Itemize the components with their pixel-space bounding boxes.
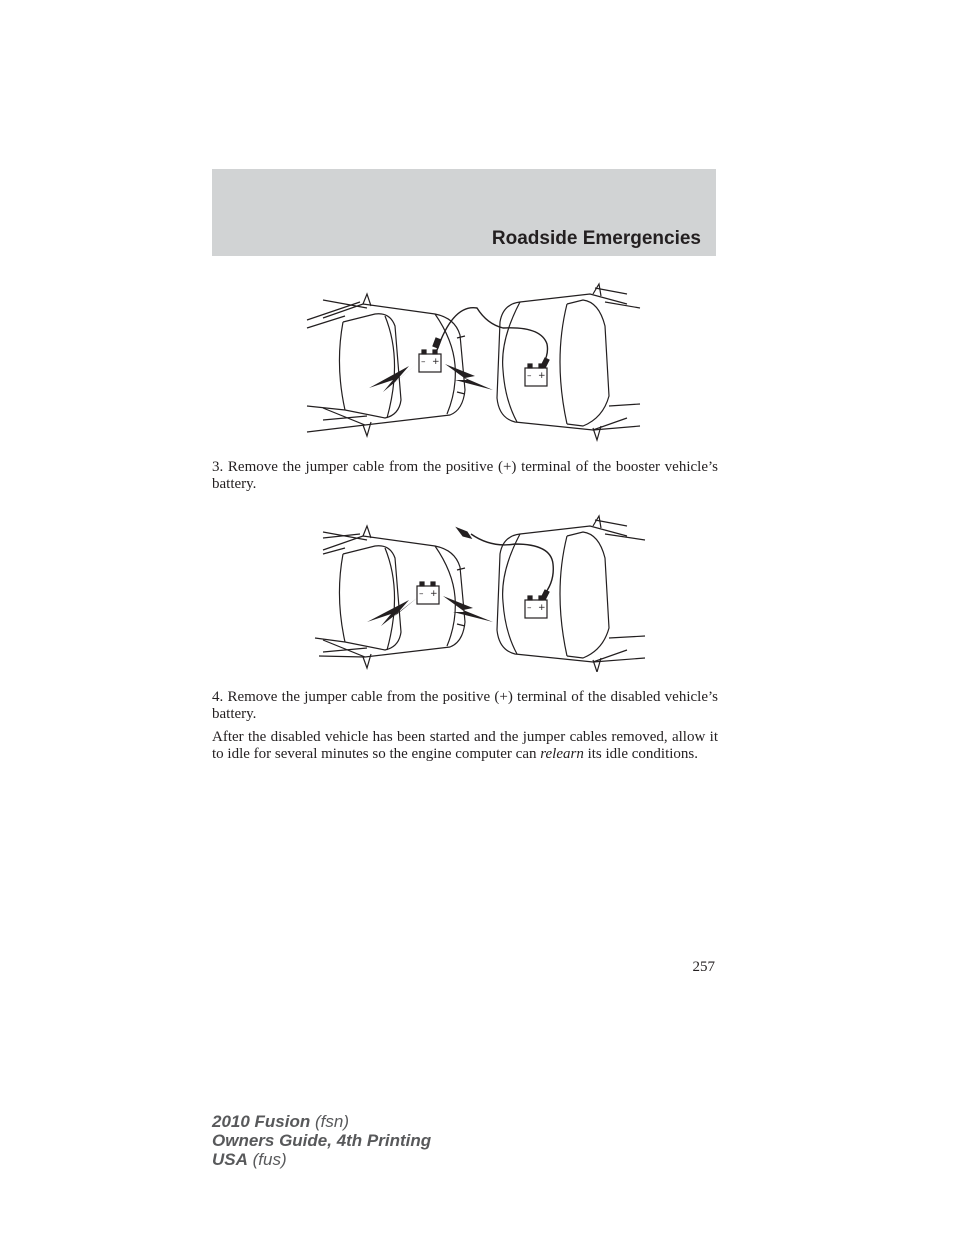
after-italic: relearn xyxy=(540,745,584,762)
jumper-cable xyxy=(433,308,549,368)
after-start-paragraph xyxy=(212,729,718,762)
booster-vehicle-front xyxy=(497,516,645,672)
lightning-bolt-icon xyxy=(369,364,493,392)
step-4: 4. Remove the jumper cable from the positive (+) terminal of the disabled vehicle’s battery. xyxy=(212,689,718,722)
footer-model-code: (fsn) xyxy=(310,1112,349,1131)
footer-line-1 xyxy=(212,1112,431,1131)
disabled-battery xyxy=(419,350,441,372)
battery-neg-label: – xyxy=(527,603,532,613)
disabled-battery xyxy=(417,582,439,604)
disabled-vehicle-front xyxy=(315,526,465,668)
footer-market: USA xyxy=(212,1150,248,1169)
page-number: 257 xyxy=(692,959,715,975)
footer xyxy=(212,1112,431,1169)
section-header xyxy=(212,169,716,256)
after-text-a: After the disabled vehicle has been started and the jumper cables removed, allow it to idle for several minutes so the engine computer can xyxy=(212,729,718,762)
battery-neg-label: – xyxy=(527,371,532,381)
battery-neg-label: – xyxy=(419,589,424,599)
battery-pos-label: + xyxy=(538,603,546,613)
booster-vehicle-front xyxy=(497,284,640,440)
jumper-cable xyxy=(457,528,553,600)
battery-pos-label: + xyxy=(538,371,546,381)
battery-neg-label: – xyxy=(421,357,426,367)
battery-pos-label: + xyxy=(432,357,440,367)
section-title: Roadside Emergencies xyxy=(491,228,701,249)
jumper-cable-diagram-1 xyxy=(305,280,645,442)
after-text-b: its idle conditions. xyxy=(583,745,699,762)
footer-line-3 xyxy=(212,1150,431,1169)
jumper-cable-diagram-2 xyxy=(305,510,650,672)
step-3: 3. Remove the jumper cable from the positive (+) terminal of the booster vehicle’s battery. xyxy=(212,459,718,492)
battery-pos-label: + xyxy=(430,589,438,599)
footer-model: 2010 Fusion xyxy=(212,1112,311,1131)
footer-market-code: (fus) xyxy=(247,1150,287,1169)
lightning-bolt-icon xyxy=(367,596,493,626)
footer-line-2: Owners Guide, 4th Printing xyxy=(212,1131,432,1150)
